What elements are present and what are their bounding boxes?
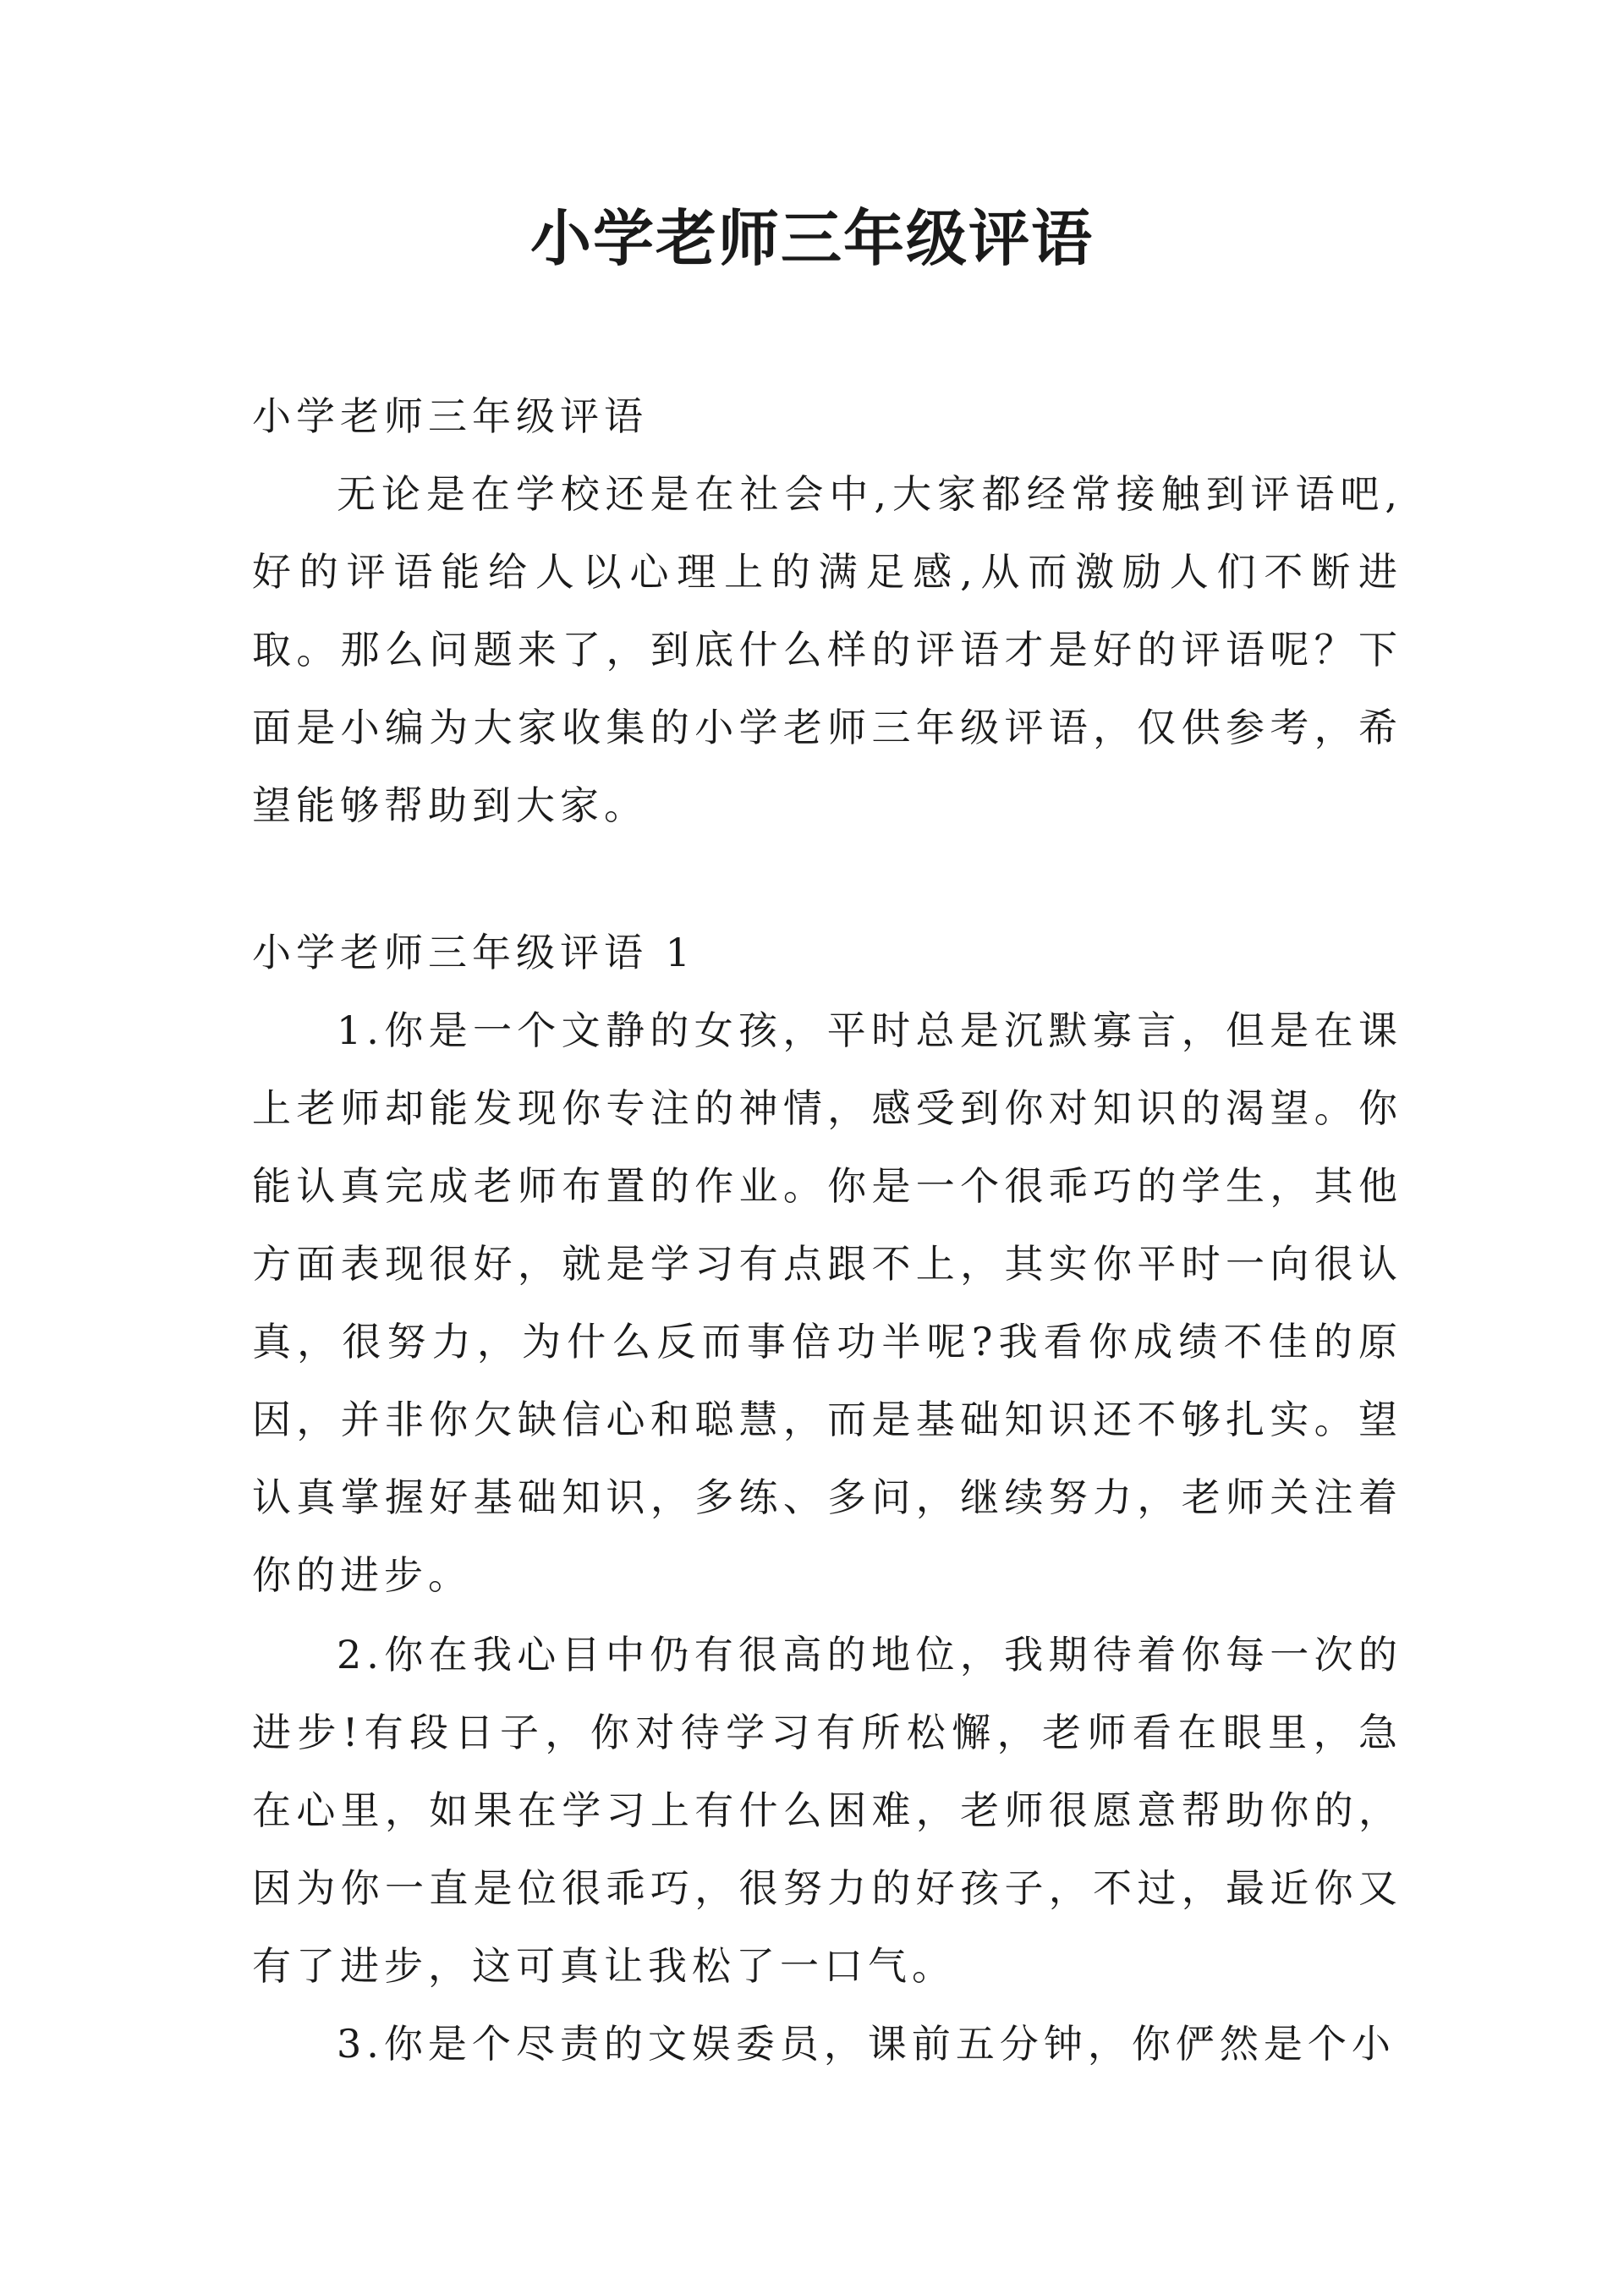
intro-heading: 小学老师三年级评语	[252, 393, 648, 439]
document-title: 小学老师三年级评语	[529, 202, 1094, 274]
intro-paragraph: 无论是在学校还是在社会中,大家都经常接触到评语吧,好的评语能给人以心理上的满足感,从而激励人们不断进取。那么问题来了，到底什么样的评语才是好的评语呢？下面是小编为大家收集的小学老师三年级评语，仅供参考，希望能够帮助到大家。	[252, 471, 1402, 828]
section-heading: 小学老师三年级评语 1	[252, 930, 695, 975]
comment-item: 2.你在我心目中仍有很高的地位，我期待着你每一次的进步!有段日子，你对待学习有所松懈，老师看在眼里，急在心里，如果在学习上有什么困难，老师很愿意帮助你的，因为你一直是位很乖巧，很努力的好孩子，不过，最近你又有了进步，这可真让我松了一口气。	[252, 1632, 1402, 1989]
comment-item: 3.你是个尽责的文娱委员，课前五分钟，你俨然是个小	[337, 2021, 1396, 2067]
comment-item: 1.你是一个文静的女孩，平时总是沉默寡言，但是在课上老师却能发现你专注的神情，感受到你对知识的渴望。你能认真完成老师布置的作业。你是一个很乖巧的学生，其他方面表现很好，就是学习有点跟不上，其实你平时一向很认真，很努力，为什么反而事倍功半呢?我看你成绩不佳的原因，并非你欠缺信心和聪慧，而是基础知识还不够扎实。望认真掌握好基础知识，多练、多问，继续努力，老师关注着你的进步。	[252, 1007, 1402, 1598]
